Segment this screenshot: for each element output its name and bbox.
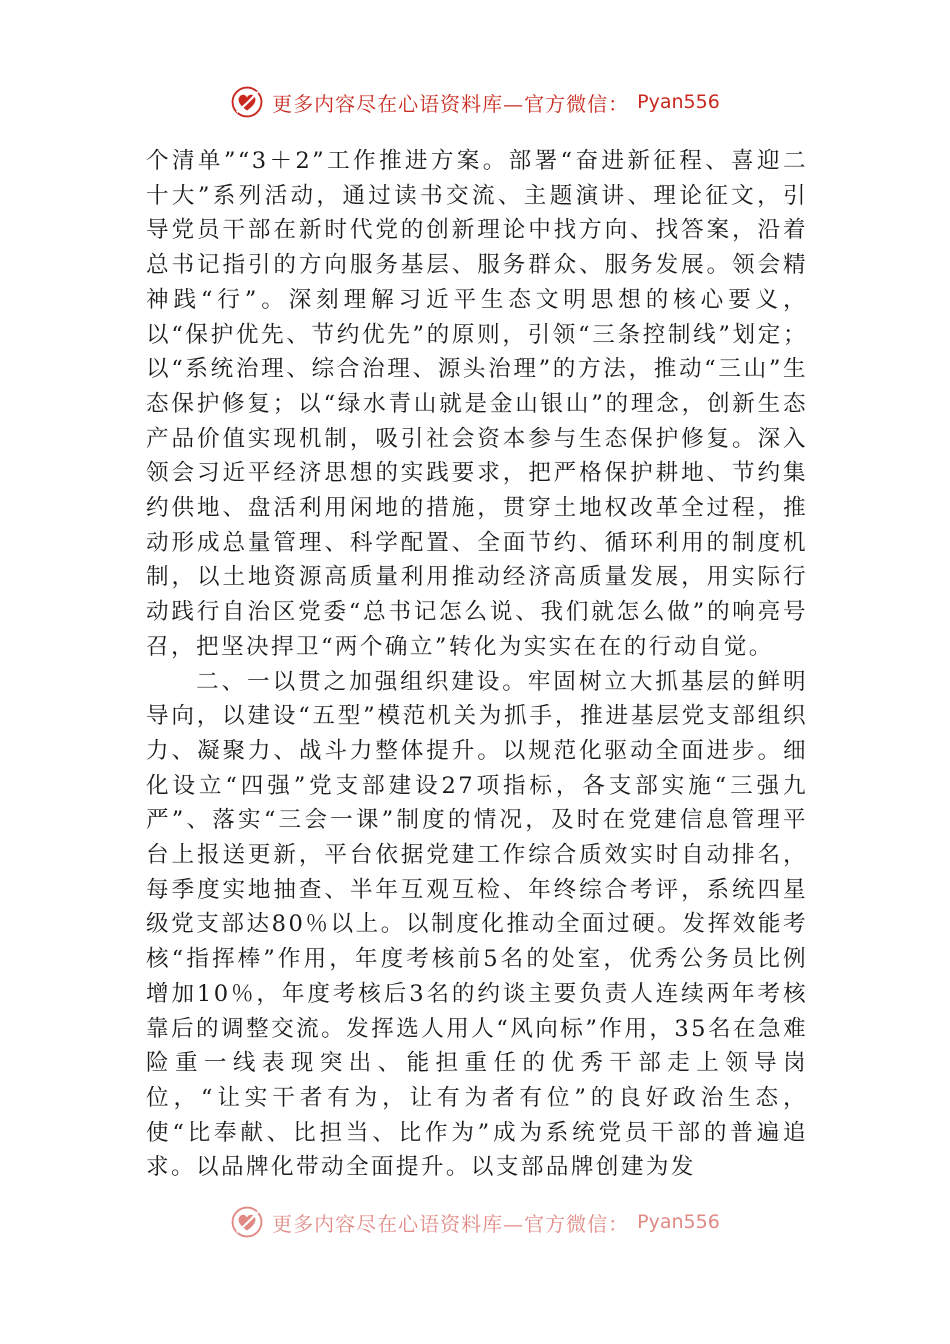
- watermark-header: [0, 84, 950, 120]
- paragraph-section-two: 二、一以贯之加强组织建设。牢固树立大抓基层的鲜明导向，以建设“五型”模范机关为抓手，推进基层党支部组织力、凝聚力、战斗力整体提升。以规范化驱动全面进步。细化设立“四强”党支部建设27项指标，各支部实施“三强九严”、落实“三会一课”制度的情况，及时在党建信息管理平台上报送更新，平台依据党建工作综合质效实时自动排名，每季度实地抽查、半年互观互检、年终综合考评，系统四星级党支部达80％以上。以制度化推动全面过硬。发挥效能考核“指挥棒”作用，年度考核前5名的处室，优秀公务员比例增加10％，年度考核后3名的约谈主要负责人连续两年考核靠后的调整交流。发挥选人用人“风向标”作用，35名在急难险重一线表现突出、能担重任的优秀干部走上领导岗位，“让实干者有为，让有为者有位”的良好政治生态，使“比奉献、比担当、比作为”成为系统党员干部的普遍追求。以品牌化带动全面提升。以支部品牌创建为发: [146, 668, 808, 1181]
- paragraph-continuation: 个清单”“3＋2”工作推进方案。部署“奋进新征程、喜迎二十大”系列活动，通过读书交流、主题演讲、理论征文，引导党员干部在新时代党的创新理论中找方向、找答案，沿着总书记指引的方向服务基层、服务群众、服务发展。领会精神践“行”。深刻理解习近平生态文明思想的核心要义，以“保护优先、节约优先”的原则，引领“三条控制线”划定；以“系统治理、综合治理、源头治理”的方法，推动“三山”生态保护修复；以“绿水青山就是金山银山”的理念，创新生态产品价值实现机制，吸引社会资本参与生态保护修复。深入领会习近平经济思想的实践要求，把严格保护耕地、节约集约供地、盘活利用闲地的措施，贯穿土地权改革全过程，推动形成总量管理、科学配置、全面节约、循环利用的制度机制，以土地资源高质量利用推动经济高质量发展，用实际行动践行自治区党委“总书记怎么说、我们就怎么做”的响亮号召，把坚决捍卫“两个确立”转化为实实在在的行动自觉。: [146, 148, 808, 660]
- heart-logo-icon: [230, 1205, 264, 1239]
- watermark-footer: [0, 1204, 950, 1240]
- watermark-handle: Pyan556: [637, 1211, 720, 1233]
- watermark-text: 更多内容尽在心语资料库—官方微信：: [272, 91, 630, 116]
- heart-logo-icon: [230, 85, 264, 119]
- watermark-handle: Pyan556: [637, 91, 720, 113]
- document-body: [146, 144, 808, 1185]
- watermark-text: 更多内容尽在心语资料库—官方微信：: [272, 1211, 630, 1236]
